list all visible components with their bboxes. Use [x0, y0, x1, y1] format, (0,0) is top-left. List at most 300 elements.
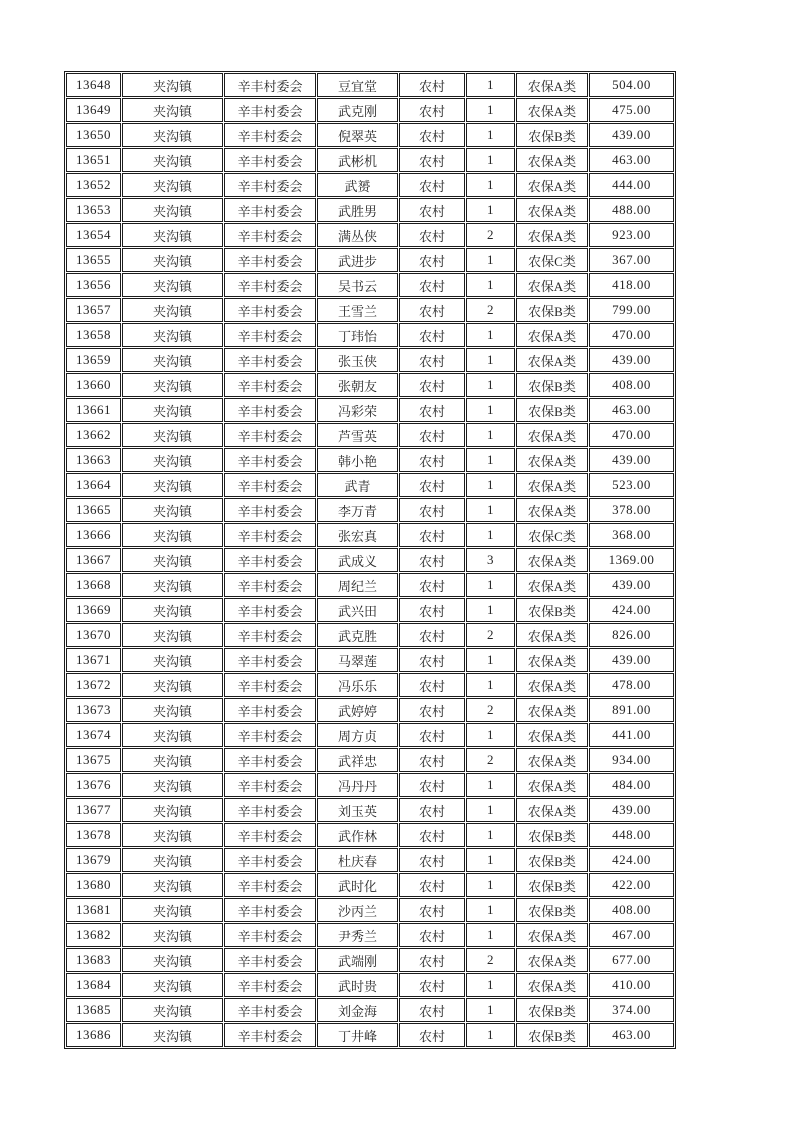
cell-village-committee: 辛丰村委会 [224, 623, 316, 647]
cell-amount: 418.00 [589, 273, 674, 297]
table-row [66, 523, 674, 547]
cell-serial-number: 13681 [66, 898, 121, 922]
cell-person-name: 王雪兰 [317, 298, 398, 322]
cell-serial-number: 13674 [66, 723, 121, 747]
cell-person-name: 张宏真 [317, 523, 398, 547]
cell-town-name: 夹沟镇 [122, 648, 223, 672]
cell-serial-number: 13657 [66, 298, 121, 322]
cell-amount: 439.00 [589, 648, 674, 672]
cell-person-count: 2 [466, 948, 515, 972]
table-row [66, 798, 674, 822]
cell-insurance-category: 农保B类 [516, 1023, 588, 1047]
cell-village-committee: 辛丰村委会 [224, 973, 316, 997]
cell-residence-type: 农村 [399, 298, 465, 322]
cell-residence-type: 农村 [399, 848, 465, 872]
cell-person-count: 3 [466, 548, 515, 572]
cell-residence-type: 农村 [399, 773, 465, 797]
cell-village-committee: 辛丰村委会 [224, 473, 316, 497]
cell-insurance-category: 农保A类 [516, 223, 588, 247]
cell-village-committee: 辛丰村委会 [224, 273, 316, 297]
cell-insurance-category: 农保C类 [516, 248, 588, 272]
cell-insurance-category: 农保B类 [516, 598, 588, 622]
cell-village-committee: 辛丰村委会 [224, 248, 316, 272]
cell-person-count: 1 [466, 198, 515, 222]
cell-person-count: 1 [466, 173, 515, 197]
cell-person-name: 豆宜堂 [317, 73, 398, 97]
cell-village-committee: 辛丰村委会 [224, 898, 316, 922]
cell-town-name: 夹沟镇 [122, 598, 223, 622]
cell-village-committee: 辛丰村委会 [224, 323, 316, 347]
cell-town-name: 夹沟镇 [122, 248, 223, 272]
cell-person-name: 马翠莲 [317, 648, 398, 672]
cell-town-name: 夹沟镇 [122, 823, 223, 847]
cell-residence-type: 农村 [399, 873, 465, 897]
table-row [66, 948, 674, 972]
cell-person-name: 武胜男 [317, 198, 398, 222]
cell-town-name: 夹沟镇 [122, 273, 223, 297]
cell-village-committee: 辛丰村委会 [224, 198, 316, 222]
cell-serial-number: 13655 [66, 248, 121, 272]
table-row [66, 423, 674, 447]
cell-town-name: 夹沟镇 [122, 973, 223, 997]
cell-insurance-category: 农保A类 [516, 773, 588, 797]
cell-village-committee: 辛丰村委会 [224, 123, 316, 147]
cell-village-committee: 辛丰村委会 [224, 848, 316, 872]
cell-village-committee: 辛丰村委会 [224, 998, 316, 1022]
cell-town-name: 夹沟镇 [122, 1023, 223, 1047]
cell-serial-number: 13665 [66, 498, 121, 522]
cell-town-name: 夹沟镇 [122, 523, 223, 547]
cell-insurance-category: 农保A类 [516, 473, 588, 497]
cell-insurance-category: 农保A类 [516, 173, 588, 197]
cell-insurance-category: 农保A类 [516, 923, 588, 947]
cell-insurance-category: 农保B类 [516, 898, 588, 922]
cell-person-count: 1 [466, 673, 515, 697]
cell-village-committee: 辛丰村委会 [224, 223, 316, 247]
table-row [66, 573, 674, 597]
cell-person-name: 武作林 [317, 823, 398, 847]
cell-residence-type: 农村 [399, 123, 465, 147]
cell-insurance-category: 农保B类 [516, 373, 588, 397]
cell-village-committee: 辛丰村委会 [224, 673, 316, 697]
cell-amount: 934.00 [589, 748, 674, 772]
cell-serial-number: 13648 [66, 73, 121, 97]
cell-town-name: 夹沟镇 [122, 898, 223, 922]
cell-person-name: 冯丹丹 [317, 773, 398, 797]
table-row [66, 623, 674, 647]
cell-serial-number: 13662 [66, 423, 121, 447]
cell-amount: 439.00 [589, 573, 674, 597]
cell-residence-type: 农村 [399, 598, 465, 622]
cell-person-name: 武端刚 [317, 948, 398, 972]
cell-person-name: 武婷婷 [317, 698, 398, 722]
cell-person-count: 1 [466, 573, 515, 597]
table-row [66, 998, 674, 1022]
cell-residence-type: 农村 [399, 173, 465, 197]
cell-amount: 523.00 [589, 473, 674, 497]
cell-person-name: 沙丙兰 [317, 898, 398, 922]
cell-serial-number: 13664 [66, 473, 121, 497]
cell-amount: 484.00 [589, 773, 674, 797]
table-row [66, 398, 674, 422]
cell-town-name: 夹沟镇 [122, 998, 223, 1022]
cell-amount: 424.00 [589, 848, 674, 872]
table-row [66, 873, 674, 897]
cell-residence-type: 农村 [399, 573, 465, 597]
table-row [66, 473, 674, 497]
cell-serial-number: 13658 [66, 323, 121, 347]
cell-village-committee: 辛丰村委会 [224, 98, 316, 122]
cell-village-committee: 辛丰村委会 [224, 398, 316, 422]
cell-person-name: 韩小艳 [317, 448, 398, 472]
cell-village-committee: 辛丰村委会 [224, 923, 316, 947]
table-row [66, 548, 674, 572]
cell-town-name: 夹沟镇 [122, 298, 223, 322]
cell-town-name: 夹沟镇 [122, 398, 223, 422]
cell-person-count: 1 [466, 973, 515, 997]
cell-amount: 378.00 [589, 498, 674, 522]
cell-amount: 891.00 [589, 698, 674, 722]
table-row [66, 348, 674, 372]
table-row [66, 648, 674, 672]
table-row [66, 198, 674, 222]
table-row [66, 223, 674, 247]
table-row [66, 273, 674, 297]
cell-amount: 1369.00 [589, 548, 674, 572]
cell-insurance-category: 农保A类 [516, 948, 588, 972]
cell-town-name: 夹沟镇 [122, 448, 223, 472]
cell-serial-number: 13682 [66, 923, 121, 947]
table-row [66, 748, 674, 772]
table-row [66, 823, 674, 847]
table-row [66, 898, 674, 922]
cell-village-committee: 辛丰村委会 [224, 798, 316, 822]
cell-village-committee: 辛丰村委会 [224, 823, 316, 847]
cell-person-count: 2 [466, 298, 515, 322]
cell-residence-type: 农村 [399, 223, 465, 247]
cell-amount: 444.00 [589, 173, 674, 197]
cell-residence-type: 农村 [399, 73, 465, 97]
cell-person-count: 2 [466, 623, 515, 647]
cell-town-name: 夹沟镇 [122, 948, 223, 972]
cell-amount: 410.00 [589, 973, 674, 997]
cell-town-name: 夹沟镇 [122, 123, 223, 147]
cell-residence-type: 农村 [399, 373, 465, 397]
cell-village-committee: 辛丰村委会 [224, 498, 316, 522]
cell-insurance-category: 农保A类 [516, 448, 588, 472]
cell-insurance-category: 农保B类 [516, 848, 588, 872]
cell-person-name: 武祥忠 [317, 748, 398, 772]
table-row [66, 598, 674, 622]
cell-town-name: 夹沟镇 [122, 198, 223, 222]
cell-insurance-category: 农保A类 [516, 648, 588, 672]
cell-person-name: 刘金海 [317, 998, 398, 1022]
cell-residence-type: 农村 [399, 523, 465, 547]
cell-serial-number: 13650 [66, 123, 121, 147]
cell-town-name: 夹沟镇 [122, 848, 223, 872]
table-row [66, 848, 674, 872]
table-row [66, 248, 674, 272]
cell-person-name: 吴书云 [317, 273, 398, 297]
cell-amount: 799.00 [589, 298, 674, 322]
table-row [66, 148, 674, 172]
cell-town-name: 夹沟镇 [122, 798, 223, 822]
cell-village-committee: 辛丰村委会 [224, 698, 316, 722]
cell-amount: 439.00 [589, 123, 674, 147]
cell-amount: 448.00 [589, 823, 674, 847]
cell-town-name: 夹沟镇 [122, 773, 223, 797]
cell-serial-number: 13661 [66, 398, 121, 422]
cell-serial-number: 13656 [66, 273, 121, 297]
cell-insurance-category: 农保A类 [516, 98, 588, 122]
cell-town-name: 夹沟镇 [122, 223, 223, 247]
cell-person-name: 周纪兰 [317, 573, 398, 597]
cell-insurance-category: 农保A类 [516, 798, 588, 822]
cell-person-count: 2 [466, 698, 515, 722]
cell-person-name: 周方贞 [317, 723, 398, 747]
cell-person-count: 1 [466, 598, 515, 622]
cell-residence-type: 农村 [399, 498, 465, 522]
cell-town-name: 夹沟镇 [122, 923, 223, 947]
cell-person-name: 张玉侠 [317, 348, 398, 372]
cell-village-committee: 辛丰村委会 [224, 773, 316, 797]
cell-town-name: 夹沟镇 [122, 698, 223, 722]
cell-person-count: 1 [466, 998, 515, 1022]
table-row [66, 73, 674, 97]
cell-insurance-category: 农保A类 [516, 573, 588, 597]
cell-person-count: 1 [466, 373, 515, 397]
cell-serial-number: 13673 [66, 698, 121, 722]
cell-insurance-category: 农保A类 [516, 198, 588, 222]
cell-residence-type: 农村 [399, 648, 465, 672]
cell-amount: 441.00 [589, 723, 674, 747]
table-row [66, 1023, 674, 1047]
table-row [66, 973, 674, 997]
cell-person-name: 武克胜 [317, 623, 398, 647]
cell-person-name: 李万青 [317, 498, 398, 522]
insurance-roster-table [64, 71, 676, 1049]
cell-village-committee: 辛丰村委会 [224, 548, 316, 572]
table-row [66, 498, 674, 522]
cell-person-name: 武成义 [317, 548, 398, 572]
cell-person-count: 1 [466, 323, 515, 347]
cell-town-name: 夹沟镇 [122, 98, 223, 122]
table-row [66, 123, 674, 147]
cell-town-name: 夹沟镇 [122, 673, 223, 697]
cell-insurance-category: 农保B类 [516, 823, 588, 847]
cell-amount: 463.00 [589, 1023, 674, 1047]
cell-person-name: 冯乐乐 [317, 673, 398, 697]
cell-residence-type: 农村 [399, 973, 465, 997]
cell-residence-type: 农村 [399, 473, 465, 497]
cell-serial-number: 13676 [66, 773, 121, 797]
cell-serial-number: 13663 [66, 448, 121, 472]
cell-person-count: 1 [466, 148, 515, 172]
cell-insurance-category: 农保B类 [516, 998, 588, 1022]
cell-amount: 367.00 [589, 248, 674, 272]
cell-person-count: 1 [466, 423, 515, 447]
cell-village-committee: 辛丰村委会 [224, 648, 316, 672]
cell-amount: 470.00 [589, 423, 674, 447]
cell-village-committee: 辛丰村委会 [224, 948, 316, 972]
cell-residence-type: 农村 [399, 348, 465, 372]
cell-amount: 475.00 [589, 98, 674, 122]
cell-person-name: 刘玉英 [317, 798, 398, 822]
cell-residence-type: 农村 [399, 923, 465, 947]
cell-insurance-category: 农保A类 [516, 548, 588, 572]
cell-person-count: 1 [466, 498, 515, 522]
cell-person-name: 尹秀兰 [317, 923, 398, 947]
cell-town-name: 夹沟镇 [122, 323, 223, 347]
cell-insurance-category: 农保A类 [516, 273, 588, 297]
table-body [66, 73, 674, 1047]
cell-person-name: 杜庆春 [317, 848, 398, 872]
cell-residence-type: 农村 [399, 673, 465, 697]
cell-amount: 478.00 [589, 673, 674, 697]
cell-amount: 422.00 [589, 873, 674, 897]
cell-village-committee: 辛丰村委会 [224, 423, 316, 447]
cell-amount: 923.00 [589, 223, 674, 247]
cell-village-committee: 辛丰村委会 [224, 298, 316, 322]
cell-town-name: 夹沟镇 [122, 573, 223, 597]
cell-person-name: 冯彩荣 [317, 398, 398, 422]
cell-residence-type: 农村 [399, 148, 465, 172]
cell-amount: 470.00 [589, 323, 674, 347]
cell-insurance-category: 农保B类 [516, 398, 588, 422]
cell-town-name: 夹沟镇 [122, 623, 223, 647]
cell-village-committee: 辛丰村委会 [224, 448, 316, 472]
cell-person-count: 1 [466, 923, 515, 947]
cell-amount: 439.00 [589, 798, 674, 822]
cell-serial-number: 13653 [66, 198, 121, 222]
cell-person-count: 1 [466, 723, 515, 747]
cell-village-committee: 辛丰村委会 [224, 148, 316, 172]
cell-residence-type: 农村 [399, 423, 465, 447]
cell-residence-type: 农村 [399, 898, 465, 922]
cell-residence-type: 农村 [399, 798, 465, 822]
cell-serial-number: 13671 [66, 648, 121, 672]
cell-person-name: 武时贵 [317, 973, 398, 997]
table-row [66, 673, 674, 697]
cell-person-count: 1 [466, 873, 515, 897]
cell-person-count: 1 [466, 348, 515, 372]
cell-amount: 467.00 [589, 923, 674, 947]
cell-person-count: 1 [466, 123, 515, 147]
cell-town-name: 夹沟镇 [122, 73, 223, 97]
cell-serial-number: 13654 [66, 223, 121, 247]
cell-person-count: 1 [466, 648, 515, 672]
cell-serial-number: 13659 [66, 348, 121, 372]
cell-serial-number: 13686 [66, 1023, 121, 1047]
cell-serial-number: 13660 [66, 373, 121, 397]
cell-residence-type: 农村 [399, 748, 465, 772]
cell-person-name: 倪翠英 [317, 123, 398, 147]
cell-village-committee: 辛丰村委会 [224, 873, 316, 897]
cell-residence-type: 农村 [399, 623, 465, 647]
cell-insurance-category: 农保A类 [516, 673, 588, 697]
cell-person-name: 丁玮怡 [317, 323, 398, 347]
table-row [66, 698, 674, 722]
cell-person-count: 1 [466, 448, 515, 472]
cell-serial-number: 13675 [66, 748, 121, 772]
cell-residence-type: 农村 [399, 1023, 465, 1047]
cell-insurance-category: 农保A类 [516, 723, 588, 747]
cell-residence-type: 农村 [399, 723, 465, 747]
cell-insurance-category: 农保A类 [516, 973, 588, 997]
cell-serial-number: 13670 [66, 623, 121, 647]
cell-person-count: 2 [466, 223, 515, 247]
cell-person-name: 武青 [317, 473, 398, 497]
cell-town-name: 夹沟镇 [122, 423, 223, 447]
cell-insurance-category: 农保A类 [516, 623, 588, 647]
cell-town-name: 夹沟镇 [122, 373, 223, 397]
cell-serial-number: 13652 [66, 173, 121, 197]
cell-person-name: 丁井峰 [317, 1023, 398, 1047]
cell-insurance-category: 农保A类 [516, 148, 588, 172]
table-row [66, 923, 674, 947]
cell-village-committee: 辛丰村委会 [224, 373, 316, 397]
cell-person-count: 1 [466, 773, 515, 797]
table-row [66, 773, 674, 797]
cell-town-name: 夹沟镇 [122, 723, 223, 747]
cell-amount: 374.00 [589, 998, 674, 1022]
cell-person-count: 1 [466, 248, 515, 272]
table-row [66, 448, 674, 472]
cell-residence-type: 农村 [399, 823, 465, 847]
cell-village-committee: 辛丰村委会 [224, 523, 316, 547]
cell-amount: 424.00 [589, 598, 674, 622]
cell-serial-number: 13684 [66, 973, 121, 997]
table-row [66, 373, 674, 397]
cell-serial-number: 13680 [66, 873, 121, 897]
cell-village-committee: 辛丰村委会 [224, 573, 316, 597]
cell-person-name: 满丛侠 [317, 223, 398, 247]
cell-person-count: 1 [466, 823, 515, 847]
table-row [66, 723, 674, 747]
cell-person-count: 1 [466, 273, 515, 297]
cell-serial-number: 13679 [66, 848, 121, 872]
cell-town-name: 夹沟镇 [122, 348, 223, 372]
cell-residence-type: 农村 [399, 273, 465, 297]
cell-insurance-category: 农保A类 [516, 423, 588, 447]
cell-person-count: 1 [466, 848, 515, 872]
cell-village-committee: 辛丰村委会 [224, 1023, 316, 1047]
cell-residence-type: 农村 [399, 448, 465, 472]
cell-town-name: 夹沟镇 [122, 498, 223, 522]
cell-village-committee: 辛丰村委会 [224, 748, 316, 772]
cell-town-name: 夹沟镇 [122, 548, 223, 572]
cell-person-count: 1 [466, 73, 515, 97]
cell-person-name: 武时化 [317, 873, 398, 897]
cell-amount: 408.00 [589, 898, 674, 922]
table-row [66, 323, 674, 347]
cell-person-count: 1 [466, 798, 515, 822]
cell-serial-number: 13651 [66, 148, 121, 172]
cell-town-name: 夹沟镇 [122, 473, 223, 497]
cell-town-name: 夹沟镇 [122, 148, 223, 172]
cell-residence-type: 农村 [399, 698, 465, 722]
cell-serial-number: 13667 [66, 548, 121, 572]
cell-amount: 488.00 [589, 198, 674, 222]
cell-serial-number: 13677 [66, 798, 121, 822]
cell-person-count: 1 [466, 523, 515, 547]
cell-town-name: 夹沟镇 [122, 748, 223, 772]
cell-person-name: 武进步 [317, 248, 398, 272]
cell-village-committee: 辛丰村委会 [224, 73, 316, 97]
cell-amount: 826.00 [589, 623, 674, 647]
cell-village-committee: 辛丰村委会 [224, 348, 316, 372]
cell-person-count: 1 [466, 98, 515, 122]
